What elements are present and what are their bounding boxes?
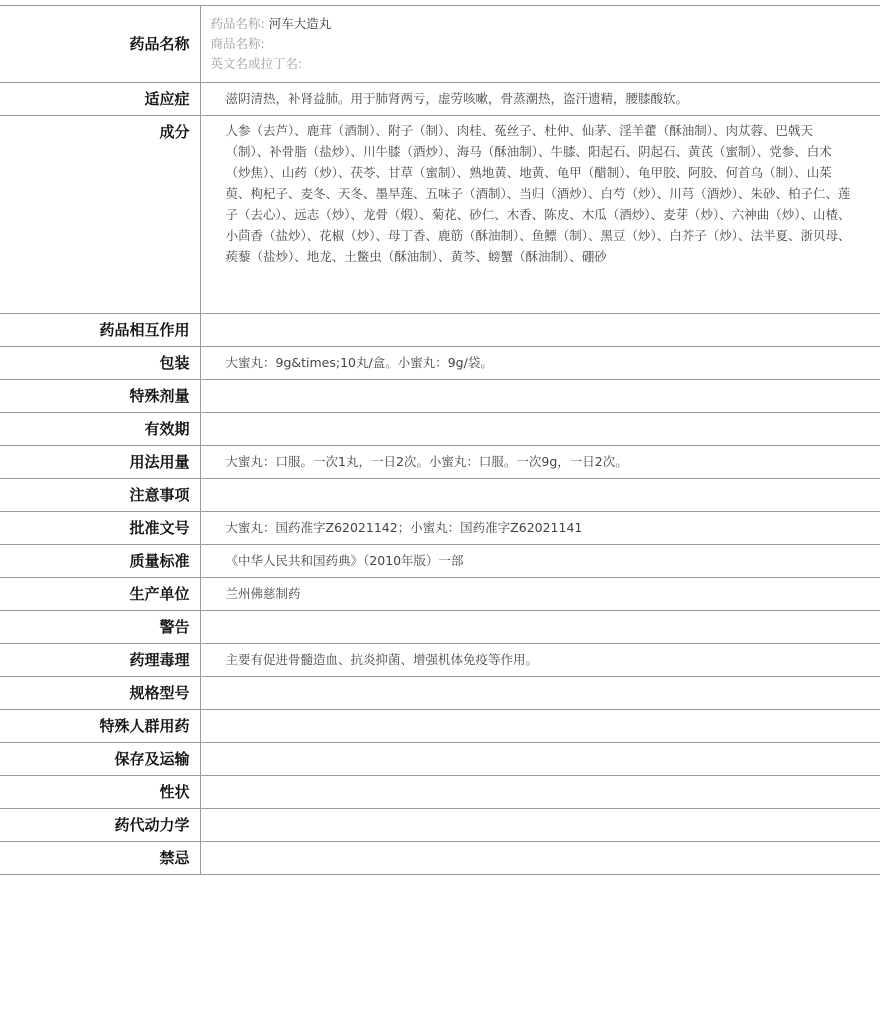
row-label-pharmacokinetics: 药代动力学 [0, 809, 200, 842]
row-value-ingredients: 人参（去芦）、鹿茸（酒制）、附子（制）、肉桂、菟丝子、杜仲、仙茅、淫羊藿（酥油制）、肉苁蓉、巴戟天（制）、补骨脂（盐炒）、川牛膝（酒炒）、海马（酥油制）、牛膝、阳起石、阴起石、黄芪（蜜制）、党参、白术（炒焦）、山药（炒）、茯苓、甘草（蜜制）、熟地黄、地黄、龟甲（醋制）、龟甲胶、阿胶、何首乌（制）、山茱萸、枸杞子、麦冬、天冬、墨旱莲、五味子（酒制）、当归（酒炒）、白芍（炒）、川芎（酒炒）、朱砂、柏子仁、莲子（去心）、远志（炒）、龙骨（煅）、菊花、砂仁、木香、陈皮、木瓜（酒炒）、麦芽（炒）、六神曲（炒）、山楂、小茴香（盐炒）、花椒（炒）、母丁香、鹿筋（酥油制）、鱼鳔（制）、黑豆（炒）、白芥子（炒）、法半夏、浙贝母、蒺藜（盐炒）、地龙、土鳖虫（酥油制）、黄芩、螃蟹（酥油制）、硼砂 [200, 116, 880, 314]
row-drug-name [0, 6, 880, 83]
row-label-indications: 适应症 [0, 83, 200, 116]
row-value-usage-dosage: 大蜜丸：口服。一次1丸，一日2次。小蜜丸：口服。一次9g，一日2次。 [200, 446, 880, 479]
row-appearance [0, 776, 880, 809]
row-value-quality-standard: 《中华人民共和国药典》（2010年版）一部 [200, 545, 880, 578]
row-precautions [0, 479, 880, 512]
row-special-dosage [0, 380, 880, 413]
row-value-contraindications [200, 842, 880, 875]
row-label-storage-transport: 保存及运输 [0, 743, 200, 776]
row-specification [0, 677, 880, 710]
row-quality-standard [0, 545, 880, 578]
drug-name-line [211, 14, 871, 34]
row-value-manufacturer: 兰州佛慈制药 [200, 578, 880, 611]
row-manufacturer [0, 578, 880, 611]
row-value-approval-number: 大蜜丸：国药准字Z62021142；小蜜丸：国药准字Z62021141 [200, 512, 880, 545]
row-label-ingredients: 成分 [0, 116, 200, 314]
trade-name-key: 商品名称: [210, 36, 265, 51]
row-ingredients [0, 116, 880, 314]
row-pharmacokinetics [0, 809, 880, 842]
row-contraindications [0, 842, 880, 875]
row-packaging [0, 347, 880, 380]
row-shelf-life [0, 413, 880, 446]
row-value-pharmacokinetics [200, 809, 880, 842]
row-value-pharmacology: 主要有促进骨髓造血、抗炎抑菌、增强机体免疫等作用。 [200, 644, 880, 677]
drug-name-key: 药品名称: [210, 16, 265, 31]
row-label-contraindications: 禁忌 [0, 842, 200, 875]
row-value-shelf-life [200, 413, 880, 446]
trade-name-line [211, 34, 871, 54]
row-label-specification: 规格型号 [0, 677, 200, 710]
row-label-approval-number: 批准文号 [0, 512, 200, 545]
row-label-pharmacology: 药理毒理 [0, 644, 200, 677]
row-label-special-dosage: 特殊剂量 [0, 380, 200, 413]
row-warning [0, 611, 880, 644]
english-name-key: 英文名或拉丁名: [210, 56, 303, 71]
row-pharmacology [0, 644, 880, 677]
row-value-special-dosage [200, 380, 880, 413]
row-approval-number [0, 512, 880, 545]
row-label-drug-name: 药品名称 [0, 6, 200, 83]
row-label-appearance: 性状 [0, 776, 200, 809]
row-value-appearance [200, 776, 880, 809]
english-name-line [211, 54, 871, 74]
row-label-shelf-life: 有效期 [0, 413, 200, 446]
row-label-manufacturer: 生产单位 [0, 578, 200, 611]
row-value-packaging: 大蜜丸：9g&times;10丸/盒。小蜜丸：9g/袋。 [200, 347, 880, 380]
row-label-warning: 警告 [0, 611, 200, 644]
drug-info-table [0, 5, 880, 875]
row-label-precautions: 注意事项 [0, 479, 200, 512]
row-storage-transport [0, 743, 880, 776]
row-interactions [0, 314, 880, 347]
row-usage-dosage [0, 446, 880, 479]
row-value-warning [200, 611, 880, 644]
row-label-packaging: 包装 [0, 347, 200, 380]
row-value-precautions [200, 479, 880, 512]
row-special-populations [0, 710, 880, 743]
row-value-special-populations [200, 710, 880, 743]
row-label-quality-standard: 质量标准 [0, 545, 200, 578]
row-value-storage-transport [200, 743, 880, 776]
drug-name-value: 河车大造丸 [268, 16, 332, 31]
row-value-drug-name [200, 6, 880, 83]
row-value-indications: 滋阴清热，补肾益肺。用于肺肾两亏，虚劳咳嗽，骨蒸潮热，盗汗遗精，腰膝酸软。 [200, 83, 880, 116]
row-label-special-populations: 特殊人群用药 [0, 710, 200, 743]
row-label-usage-dosage: 用法用量 [0, 446, 200, 479]
row-label-interactions: 药品相互作用 [0, 314, 200, 347]
row-value-specification [200, 677, 880, 710]
row-indications [0, 83, 880, 116]
row-value-interactions [200, 314, 880, 347]
